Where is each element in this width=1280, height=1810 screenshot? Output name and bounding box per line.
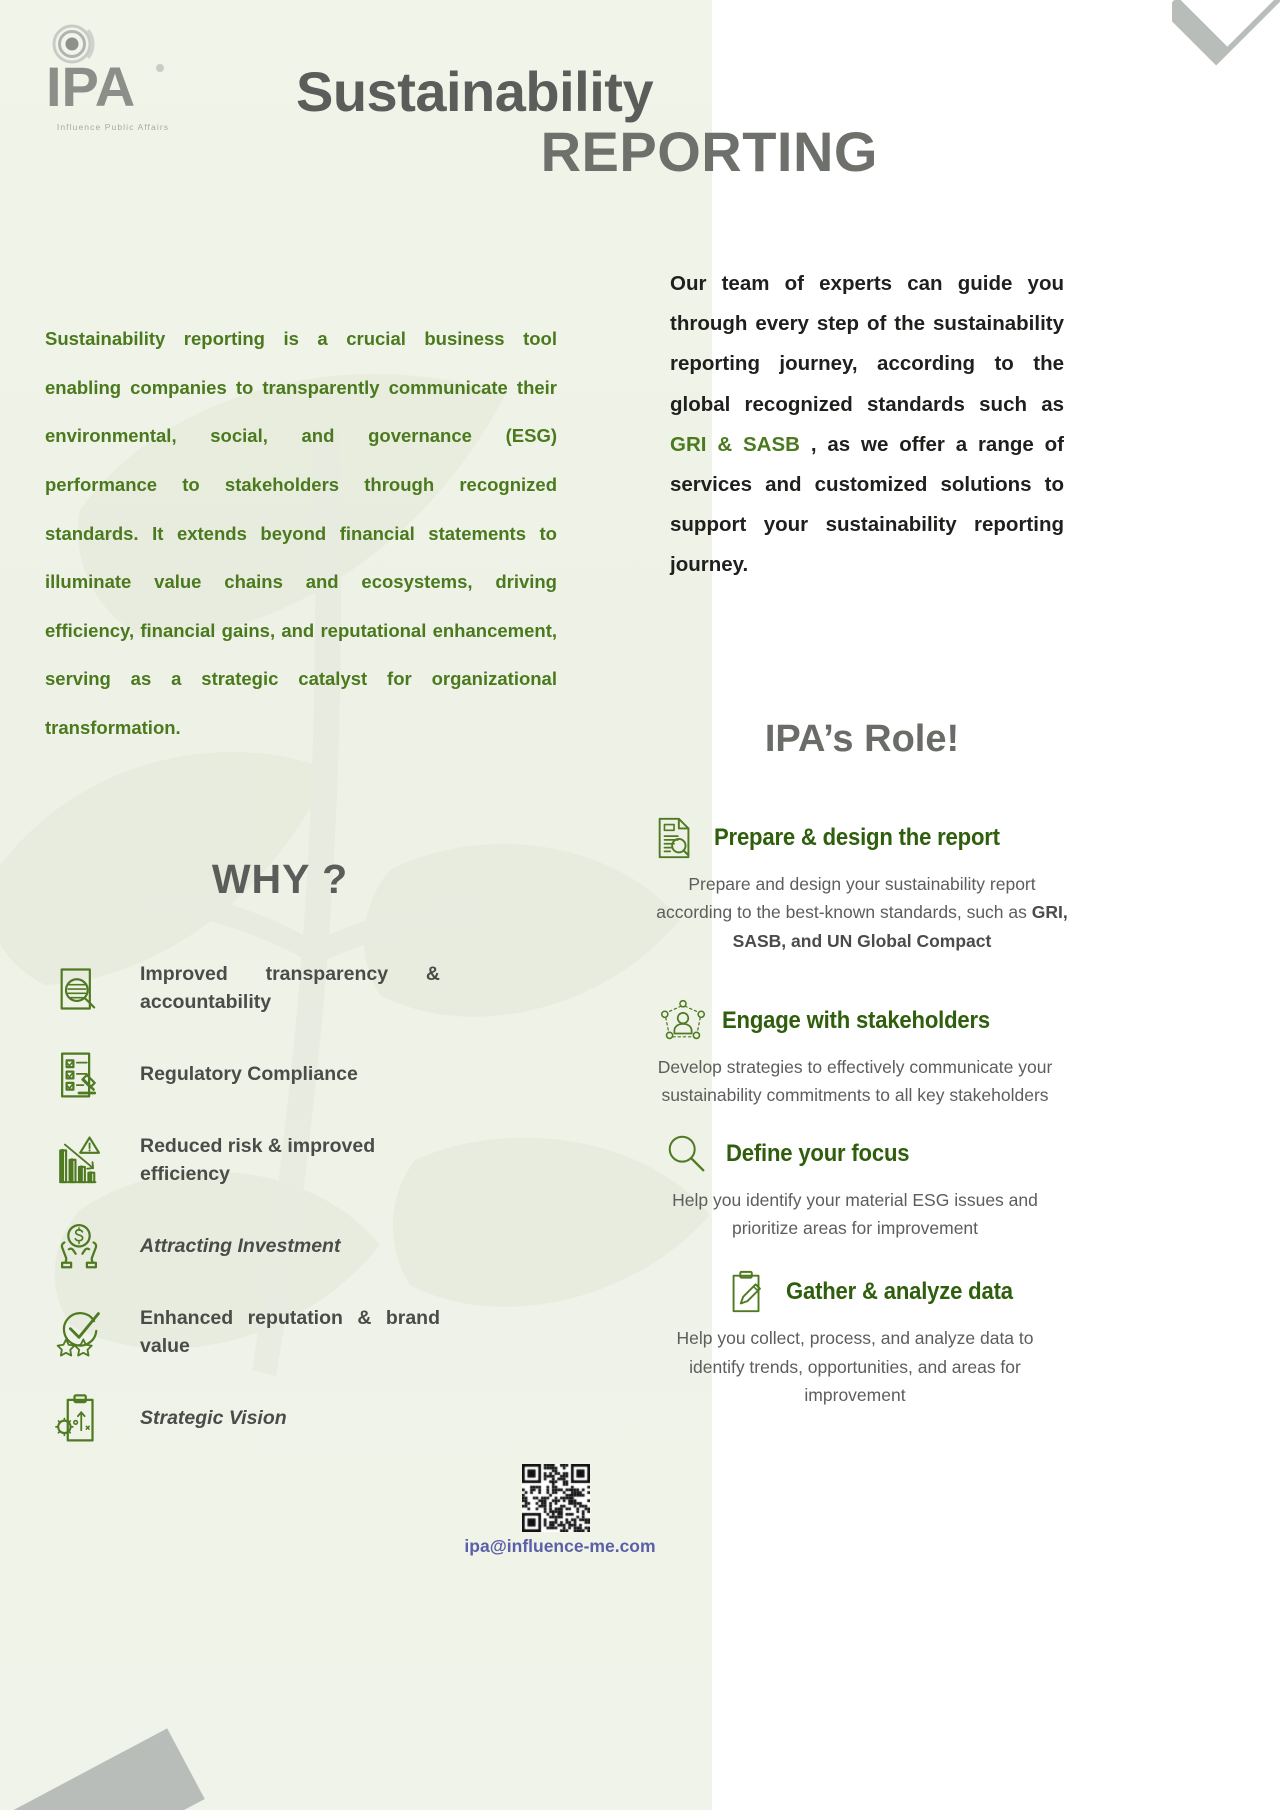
corner-decoration-bottom-left [0,1690,210,1810]
benefit-item [48,1046,588,1104]
service-title: Prepare & design the report [714,824,1000,851]
service-card-header [630,1128,1080,1180]
service-card [630,1266,1080,1409]
benefit-item [48,1218,588,1276]
service-description-text: Develop strategies to effectively communicate your sustainability commitments to all key stakeholders [657,1057,1053,1106]
benefit-label: Regulatory Compliance [140,1063,358,1086]
service-description-emphasis: GRI, SASB, and UN Global Compact [732,902,1068,951]
service-title: Engage with stakeholders [722,1007,990,1035]
hands-dollar-icon [48,1218,110,1276]
service-description [630,1186,1080,1243]
page-title [296,62,896,183]
ipa-role-heading: IPA’s Role! [764,718,960,760]
service-description-text: Help you identify your material ESG issues and prioritize areas for improvement [672,1189,1038,1239]
service-card [630,1128,1080,1243]
bar-chart-warning-icon [48,1132,110,1190]
service-description-text: Help you collect, process, and analyze data to identify trends, opportunities, and areas for improvement [676,1328,1034,1406]
lead-paragraph [670,264,1064,585]
service-card [630,995,1080,1110]
contact-email[interactable]: ipa@influence-me.com [464,1536,656,1556]
service-card-header [630,995,1080,1047]
lead-text-before: Our team of experts can guide you through every step of the sustainability reporting journey, according to the global recognized standards such as [670,272,1064,416]
benefit-item [48,960,588,1018]
benefit-label: Improved transparency & accountability [140,963,440,1013]
why-heading: WHY ? [211,856,349,902]
title-line-1: Sustainability [296,60,654,123]
ipa-logo [38,24,188,132]
report-document-search-icon [648,812,702,864]
clipboard-pen-icon [720,1266,774,1318]
intro-paragraph: Sustainability reporting is a crucial business tool enabling companies to transparently communicate their environmental, social, and governance (ESG) performance to stakeholders through recognized standards. It extends beyond financial statements to illuminate value chains and ecosystems, driving efficiency, financial gains, and reputational enhancement, serving as a strategic catalyst for organizational transformation. [45,328,557,739]
service-title: Gather & analyze data [786,1278,1013,1306]
corner-decoration-top-right [1172,0,1280,108]
benefit-label: Strategic Vision [140,1407,287,1430]
lead-text-after: , as we offer a range of services and customized solutions to support your sustainability reporting journey. [670,432,1064,577]
clipboard-gear-icon [48,1390,110,1448]
lead-standards-highlight: GRI & SASB [670,432,800,456]
document-magnifier-icon [48,960,110,1018]
service-description [630,1053,1080,1110]
service-card-header [630,812,1080,864]
service-card [630,812,1080,955]
title-line-2: REPORTING [540,120,878,184]
benefit-label: Enhanced reputation & brand value [140,1307,440,1357]
service-description [630,1324,1080,1409]
benefit-item [48,1304,588,1362]
service-description-text: Prepare and design your sustainability report according to the best-known standards, such as [656,874,1036,923]
benefit-label: Attracting Investment [140,1235,341,1258]
benefits-list [48,960,588,1476]
benefit-label: Reduced risk & improved efficiency [140,1135,376,1185]
service-card-header [630,1266,1080,1318]
service-description [630,870,1080,955]
benefit-item [48,1132,588,1190]
benefit-item [48,1390,588,1448]
svg-text:IPA: IPA [46,55,136,118]
ipa-logo-tagline: Influence Public Affairs [56,122,170,132]
qr-code[interactable] [522,1464,590,1532]
stakeholder-network-icon [656,995,710,1047]
checklist-gavel-icon [48,1046,110,1104]
check-stars-icon [48,1304,110,1362]
ipa-logo-mark [38,24,186,120]
services-list [630,812,1080,1431]
service-title: Define your focus [726,1139,910,1167]
magnifier-icon [660,1128,714,1180]
